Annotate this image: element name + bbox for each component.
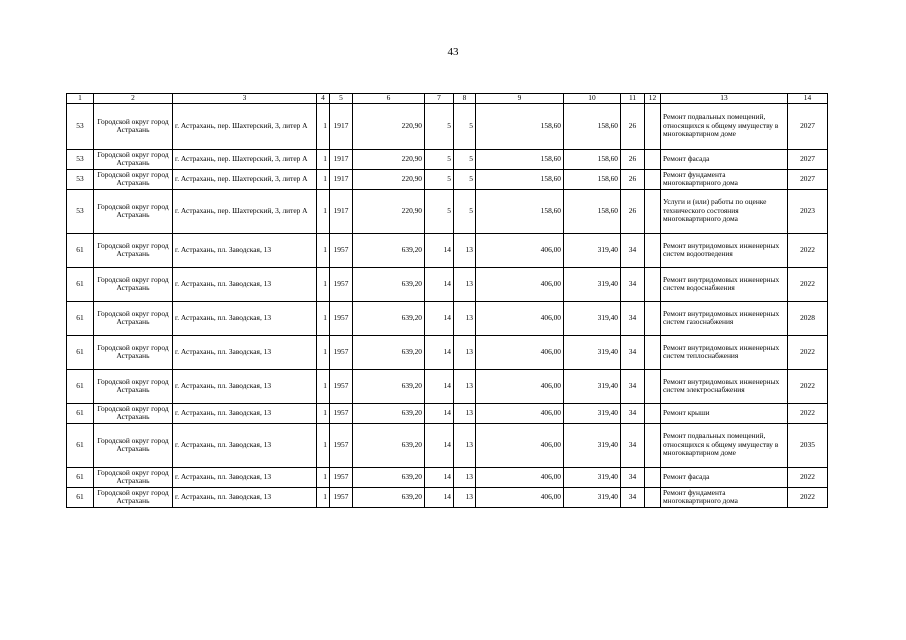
table-row	[67, 301, 828, 335]
planned-year-cell: 2022	[788, 233, 828, 267]
year-cell: 1957	[330, 267, 353, 301]
municipality-cell: Городской округ город Астрахань	[94, 369, 173, 403]
entrances-cell: 13	[454, 487, 476, 507]
residents-cell: 34	[621, 335, 645, 369]
count-cell: 1	[317, 403, 330, 423]
work-type-cell: Ремонт внутридомовых инженерных систем электроснабжения	[661, 369, 788, 403]
planned-year-cell: 2027	[788, 103, 828, 149]
planned-year-cell: 2027	[788, 169, 828, 189]
planned-year-cell: 2028	[788, 301, 828, 335]
empty-cell	[645, 369, 661, 403]
table-row	[67, 423, 828, 467]
residential-area-cell: 158,60	[564, 189, 621, 233]
count-cell: 1	[317, 189, 330, 233]
floors-cell: 14	[425, 335, 454, 369]
entrances-cell: 13	[454, 467, 476, 487]
row-number-cell: 61	[67, 369, 94, 403]
address-cell: г. Астрахань, пл. Заводская, 13	[173, 487, 317, 507]
municipality-cell: Городской округ город Астрахань	[94, 103, 173, 149]
municipality-cell: Городской округ город Астрахань	[94, 423, 173, 467]
residential-area-cell: 158,60	[564, 149, 621, 169]
municipality-cell: Городской округ город Астрахань	[94, 403, 173, 423]
empty-cell	[645, 149, 661, 169]
year-cell: 1957	[330, 369, 353, 403]
residents-cell: 26	[621, 149, 645, 169]
area-cell: 639,20	[353, 301, 425, 335]
area-cell: 639,20	[353, 487, 425, 507]
address-cell: г. Астрахань, пер. Шахтерский, 3, литер А	[173, 169, 317, 189]
residents-cell: 34	[621, 369, 645, 403]
empty-cell	[645, 301, 661, 335]
row-number-cell: 61	[67, 467, 94, 487]
entrances-cell: 5	[454, 169, 476, 189]
planned-year-cell: 2022	[788, 369, 828, 403]
floors-cell: 14	[425, 487, 454, 507]
residential-area-cell: 319,40	[564, 267, 621, 301]
municipality-cell: Городской округ город Астрахань	[94, 301, 173, 335]
table-row	[67, 369, 828, 403]
count-cell: 1	[317, 169, 330, 189]
row-number-cell: 61	[67, 487, 94, 507]
year-cell: 1957	[330, 423, 353, 467]
living-area-cell: 158,60	[476, 103, 564, 149]
header-cell: 7	[425, 94, 454, 104]
row-number-cell: 61	[67, 267, 94, 301]
floors-cell: 14	[425, 423, 454, 467]
year-cell: 1957	[330, 403, 353, 423]
planned-year-cell: 2022	[788, 467, 828, 487]
count-cell: 1	[317, 267, 330, 301]
residential-area-cell: 158,60	[564, 103, 621, 149]
year-cell: 1917	[330, 169, 353, 189]
entrances-cell: 13	[454, 233, 476, 267]
entrances-cell: 13	[454, 423, 476, 467]
table-row	[67, 233, 828, 267]
address-cell: г. Астрахань, пл. Заводская, 13	[173, 267, 317, 301]
header-cell: 12	[645, 94, 661, 104]
entrances-cell: 13	[454, 301, 476, 335]
address-cell: г. Астрахань, пер. Шахтерский, 3, литер А	[173, 149, 317, 169]
living-area-cell: 406,00	[476, 267, 564, 301]
header-cell: 10	[564, 94, 621, 104]
table-row	[67, 149, 828, 169]
residential-area-cell: 319,40	[564, 403, 621, 423]
year-cell: 1957	[330, 487, 353, 507]
work-type-cell: Ремонт фасада	[661, 149, 788, 169]
area-cell: 639,20	[353, 267, 425, 301]
municipality-cell: Городской округ город Астрахань	[94, 335, 173, 369]
count-cell: 1	[317, 467, 330, 487]
year-cell: 1917	[330, 149, 353, 169]
empty-cell	[645, 487, 661, 507]
municipality-cell: Городской округ город Астрахань	[94, 189, 173, 233]
repair-schedule-table	[66, 93, 828, 508]
residents-cell: 34	[621, 233, 645, 267]
row-number-cell: 53	[67, 169, 94, 189]
address-cell: г. Астрахань, пл. Заводская, 13	[173, 233, 317, 267]
area-cell: 220,90	[353, 103, 425, 149]
area-cell: 220,90	[353, 149, 425, 169]
address-cell: г. Астрахань, пл. Заводская, 13	[173, 369, 317, 403]
row-number-cell: 53	[67, 149, 94, 169]
year-cell: 1957	[330, 467, 353, 487]
header-cell: 3	[173, 94, 317, 104]
address-cell: г. Астрахань, пл. Заводская, 13	[173, 335, 317, 369]
year-cell: 1917	[330, 103, 353, 149]
area-cell: 220,90	[353, 189, 425, 233]
planned-year-cell: 2022	[788, 403, 828, 423]
floors-cell: 5	[425, 103, 454, 149]
count-cell: 1	[317, 149, 330, 169]
floors-cell: 14	[425, 301, 454, 335]
planned-year-cell: 2022	[788, 487, 828, 507]
area-cell: 220,90	[353, 169, 425, 189]
residents-cell: 26	[621, 189, 645, 233]
header-cell: 1	[67, 94, 94, 104]
count-cell: 1	[317, 335, 330, 369]
count-cell: 1	[317, 233, 330, 267]
count-cell: 1	[317, 423, 330, 467]
work-type-cell: Ремонт внутридомовых инженерных систем газоснабжения	[661, 301, 788, 335]
address-cell: г. Астрахань, пл. Заводская, 13	[173, 403, 317, 423]
floors-cell: 5	[425, 149, 454, 169]
living-area-cell: 406,00	[476, 403, 564, 423]
living-area-cell: 406,00	[476, 423, 564, 467]
planned-year-cell: 2023	[788, 189, 828, 233]
year-cell: 1917	[330, 189, 353, 233]
empty-cell	[645, 403, 661, 423]
residential-area-cell: 319,40	[564, 233, 621, 267]
floors-cell: 14	[425, 233, 454, 267]
work-type-cell: Ремонт фасада	[661, 467, 788, 487]
entrances-cell: 13	[454, 267, 476, 301]
entrances-cell: 13	[454, 403, 476, 423]
table-row	[67, 103, 828, 149]
municipality-cell: Городской округ город Астрахань	[94, 233, 173, 267]
residents-cell: 34	[621, 487, 645, 507]
entrances-cell: 13	[454, 369, 476, 403]
row-number-cell: 61	[67, 423, 94, 467]
work-type-cell: Ремонт подвальных помещений, относящихся к общему имуществу в многоквартирном доме	[661, 423, 788, 467]
residential-area-cell: 158,60	[564, 169, 621, 189]
residents-cell: 34	[621, 467, 645, 487]
residential-area-cell: 319,40	[564, 467, 621, 487]
municipality-cell: Городской округ город Астрахань	[94, 467, 173, 487]
living-area-cell: 406,00	[476, 301, 564, 335]
empty-cell	[645, 103, 661, 149]
floors-cell: 14	[425, 403, 454, 423]
header-cell: 5	[330, 94, 353, 104]
row-number-cell: 61	[67, 335, 94, 369]
count-cell: 1	[317, 301, 330, 335]
residential-area-cell: 319,40	[564, 335, 621, 369]
municipality-cell: Городской округ город Астрахань	[94, 487, 173, 507]
row-number-cell: 61	[67, 403, 94, 423]
entrances-cell: 5	[454, 103, 476, 149]
empty-cell	[645, 169, 661, 189]
work-type-cell: Ремонт фундамента многоквартирного дома	[661, 169, 788, 189]
area-cell: 639,20	[353, 467, 425, 487]
empty-cell	[645, 233, 661, 267]
planned-year-cell: 2022	[788, 335, 828, 369]
page-number: 43	[447, 46, 459, 58]
living-area-cell: 406,00	[476, 335, 564, 369]
header-cell: 13	[661, 94, 788, 104]
living-area-cell: 406,00	[476, 487, 564, 507]
address-cell: г. Астрахань, пер. Шахтерский, 3, литер А	[173, 189, 317, 233]
address-cell: г. Астрахань, пер. Шахтерский, 3, литер А	[173, 103, 317, 149]
table-row	[67, 487, 828, 507]
entrances-cell: 5	[454, 189, 476, 233]
municipality-cell: Городской округ город Астрахань	[94, 169, 173, 189]
table-row	[67, 335, 828, 369]
residents-cell: 34	[621, 301, 645, 335]
row-number-cell: 61	[67, 301, 94, 335]
empty-cell	[645, 267, 661, 301]
address-cell: г. Астрахань, пл. Заводская, 13	[173, 467, 317, 487]
table-row	[67, 189, 828, 233]
empty-cell	[645, 467, 661, 487]
area-cell: 639,20	[353, 335, 425, 369]
residential-area-cell: 319,40	[564, 301, 621, 335]
area-cell: 639,20	[353, 369, 425, 403]
work-type-cell: Ремонт фундамента многоквартирного дома	[661, 487, 788, 507]
year-cell: 1957	[330, 233, 353, 267]
living-area-cell: 158,60	[476, 149, 564, 169]
header-cell: 14	[788, 94, 828, 104]
floors-cell: 14	[425, 267, 454, 301]
living-area-cell: 406,00	[476, 369, 564, 403]
planned-year-cell: 2035	[788, 423, 828, 467]
planned-year-cell: 2027	[788, 149, 828, 169]
header-cell: 8	[454, 94, 476, 104]
living-area-cell: 158,60	[476, 169, 564, 189]
header-cell: 6	[353, 94, 425, 104]
column-number-row	[67, 94, 828, 104]
row-number-cell: 53	[67, 189, 94, 233]
entrances-cell: 13	[454, 335, 476, 369]
address-cell: г. Астрахань, пл. Заводская, 13	[173, 301, 317, 335]
count-cell: 1	[317, 487, 330, 507]
floors-cell: 14	[425, 369, 454, 403]
table-row	[67, 467, 828, 487]
table-row	[67, 403, 828, 423]
address-cell: г. Астрахань, пл. Заводская, 13	[173, 423, 317, 467]
residents-cell: 26	[621, 169, 645, 189]
work-type-cell: Ремонт внутридомовых инженерных систем водоотведения	[661, 233, 788, 267]
municipality-cell: Городской округ город Астрахань	[94, 149, 173, 169]
work-type-cell: Ремонт внутридомовых инженерных систем теплоснабжения	[661, 335, 788, 369]
living-area-cell: 158,60	[476, 189, 564, 233]
floors-cell: 14	[425, 467, 454, 487]
work-type-cell: Ремонт внутридомовых инженерных систем водоснабжения	[661, 267, 788, 301]
residents-cell: 34	[621, 403, 645, 423]
work-type-cell: Ремонт подвальных помещений, относящихся к общему имуществу в многоквартирном доме	[661, 103, 788, 149]
entrances-cell: 5	[454, 149, 476, 169]
year-cell: 1957	[330, 335, 353, 369]
floors-cell: 5	[425, 189, 454, 233]
table-body	[67, 103, 828, 507]
empty-cell	[645, 423, 661, 467]
header-cell: 11	[621, 94, 645, 104]
living-area-cell: 406,00	[476, 233, 564, 267]
area-cell: 639,20	[353, 403, 425, 423]
row-number-cell: 61	[67, 233, 94, 267]
living-area-cell: 406,00	[476, 467, 564, 487]
residential-area-cell: 319,40	[564, 487, 621, 507]
header-cell: 9	[476, 94, 564, 104]
table-row	[67, 169, 828, 189]
header-cell: 2	[94, 94, 173, 104]
work-type-cell: Ремонт крыши	[661, 403, 788, 423]
work-type-cell: Услуги и (или) работы по оценке технического состояния многоквартирного дома	[661, 189, 788, 233]
empty-cell	[645, 335, 661, 369]
count-cell: 1	[317, 369, 330, 403]
area-cell: 639,20	[353, 233, 425, 267]
row-number-cell: 53	[67, 103, 94, 149]
count-cell: 1	[317, 103, 330, 149]
municipality-cell: Городской округ город Астрахань	[94, 267, 173, 301]
residents-cell: 26	[621, 103, 645, 149]
empty-cell	[645, 189, 661, 233]
planned-year-cell: 2022	[788, 267, 828, 301]
residential-area-cell: 319,40	[564, 369, 621, 403]
table-row	[67, 267, 828, 301]
floors-cell: 5	[425, 169, 454, 189]
year-cell: 1957	[330, 301, 353, 335]
area-cell: 639,20	[353, 423, 425, 467]
residents-cell: 34	[621, 423, 645, 467]
residential-area-cell: 319,40	[564, 423, 621, 467]
header-cell: 4	[317, 94, 330, 104]
residents-cell: 34	[621, 267, 645, 301]
